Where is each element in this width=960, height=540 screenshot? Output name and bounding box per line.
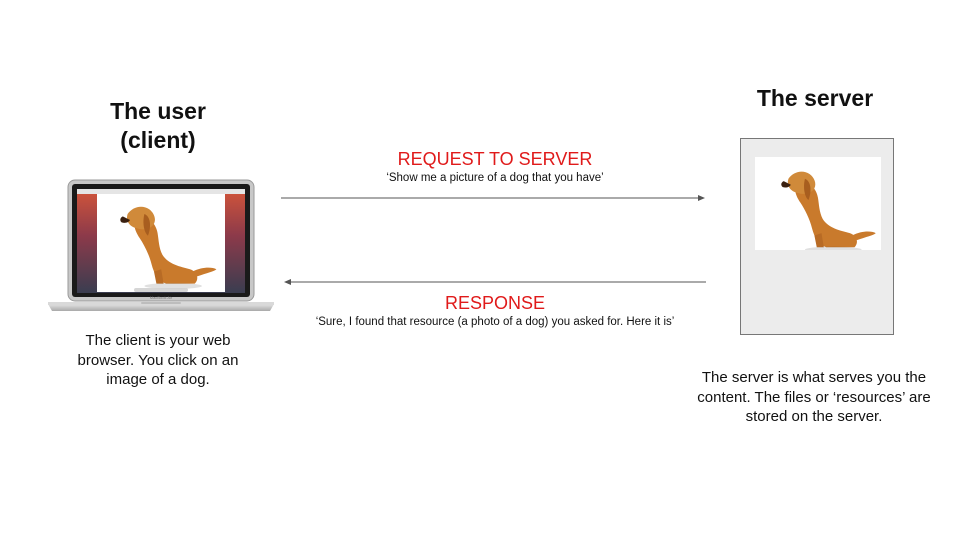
server-description: The server is what serves you the content. The files or ‘resources’ are stored on the server. [697,369,931,425]
client-title [78,97,238,155]
client-title-line2: (client) [120,127,196,153]
request-message: ‘Show me a picture of a dog that you have’ [386,172,604,184]
arrow-right-icon [281,195,705,201]
laptop-icon [46,178,276,313]
response-title: RESPONSE [444,293,546,313]
arrow-left-icon [284,279,706,285]
dog-photo-icon [755,157,881,250]
client-title-line1: The user [110,98,206,124]
server-title: The server [756,85,874,111]
client-description: The client is your web browser. You click on an image of a dog. [77,332,239,388]
request-title: REQUEST TO SERVER [397,149,593,169]
response-message: ‘Sure, I found that resource (a photo of a dog) you asked for. Here it is’ [315,316,675,328]
laptop-label: MacBook Air [149,295,173,300]
arrows [275,188,715,292]
server-photo [755,157,881,250]
